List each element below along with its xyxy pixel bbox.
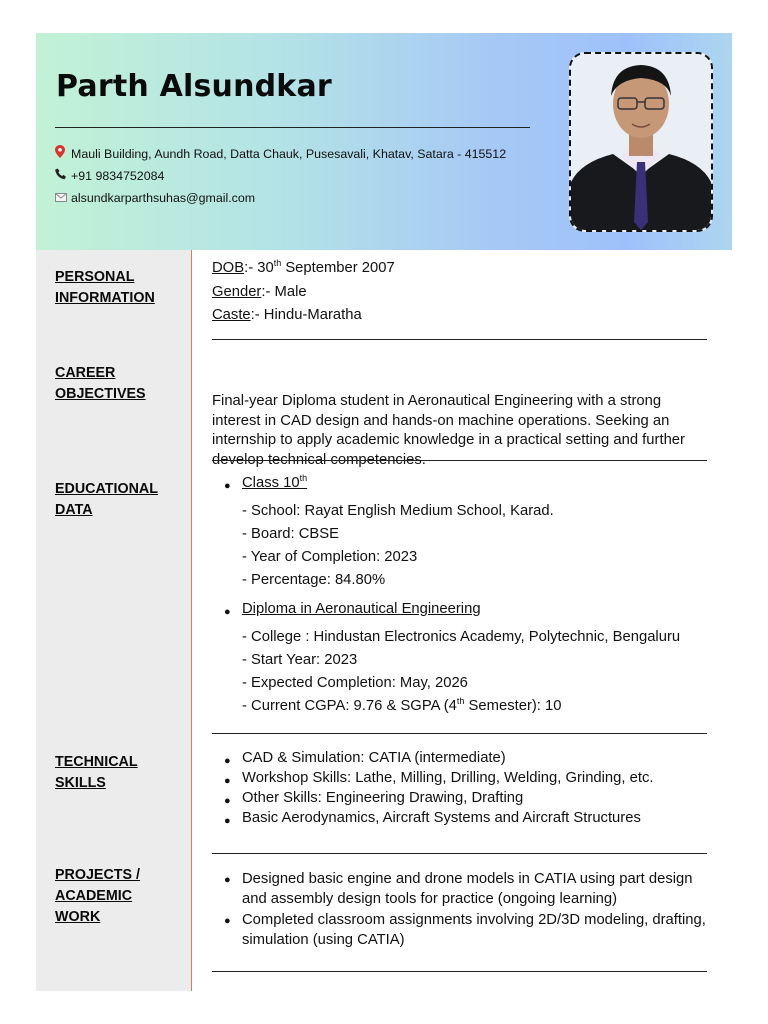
personal-information-heading: PERSONAL INFORMATION <box>55 269 155 306</box>
dob-row: DOB:- 30th September 2007 <box>212 258 395 276</box>
skill-item: Workshop Skills: Lathe, Milling, Drilling, Welding, Grinding, etc. <box>242 770 654 786</box>
class10-year: - Year of Completion: 2023 <box>242 549 418 565</box>
class10-percentage: - Percentage: 84.80% <box>242 572 386 588</box>
email-text: alsundkarparthsuhas@gmail.com <box>71 191 256 205</box>
name-underline <box>55 127 530 128</box>
envelope-icon <box>55 193 71 205</box>
resume-page <box>36 33 732 991</box>
bullet-icon: ● <box>224 480 231 492</box>
bullet-icon: ● <box>224 775 231 787</box>
section-sidebar <box>36 250 192 991</box>
section-divider <box>212 733 707 734</box>
section-divider <box>212 339 707 340</box>
phone-line <box>55 168 164 183</box>
career-objective-text: Final-year Diploma student in Aeronautical Engineering with a strong interest in CAD design and hands-on machine operations. Seeking an internship to apply academic knowledge in a practical setting and further develop technical competencies. <box>212 393 685 468</box>
caste-row: Caste:- Hindu-Maratha <box>212 307 362 323</box>
diploma-cgpa: - Current CGPA: 9.76 & SGPA (4th Semester): 10 <box>242 696 562 714</box>
candidate-name: Parth Alsundkar <box>56 69 332 104</box>
email-line <box>55 191 255 205</box>
technical-skills-heading: TECHNICAL SKILLS <box>55 754 138 791</box>
career-objectives-heading: CAREER OBJECTIVES <box>55 365 146 402</box>
address-line <box>55 145 506 161</box>
diploma-college: - College : Hindustan Electronics Academy, Polytechnic, Bengaluru <box>242 629 681 645</box>
project-item: Completed classroom assignments involving 2D/3D modeling, drafting, simulation (using CATIA) <box>242 912 706 948</box>
bullet-icon: ● <box>224 874 231 886</box>
bullet-icon: ● <box>224 815 231 827</box>
diploma-expected-completion: - Expected Completion: May, 2026 <box>242 675 468 691</box>
projects-heading: PROJECTS / ACADEMIC WORK <box>55 867 141 925</box>
location-pin-icon <box>55 145 71 161</box>
profile-photo <box>569 52 713 232</box>
bullet-icon: ● <box>224 795 231 807</box>
diploma-title: Diploma in Aeronautical Engineering <box>242 601 481 617</box>
diploma-start-year: - Start Year: 2023 <box>242 652 358 668</box>
bullet-icon: ● <box>224 915 231 927</box>
phone-icon <box>55 168 71 183</box>
class10-board: - Board: CBSE <box>242 526 340 542</box>
skill-item: Other Skills: Engineering Drawing, Drafting <box>242 790 524 806</box>
class10-title: Class 10th <box>242 473 308 491</box>
bullet-icon: ● <box>224 606 231 618</box>
class10-school: - School: Rayat English Medium School, Karad. <box>242 503 554 519</box>
section-divider <box>212 853 707 854</box>
section-divider <box>212 971 707 972</box>
gender-row: Gender:- Male <box>212 284 307 300</box>
project-item: Designed basic engine and drone models in CATIA using part design and assembly design tools for practice (ongoing learning) <box>242 871 693 907</box>
bullet-icon: ● <box>224 755 231 767</box>
address-text: Mauli Building, Aundh Road, Datta Chauk, Pusesavali, Khatav, Satara - 415512 <box>71 147 507 161</box>
phone-text: +91 9834752084 <box>71 169 165 183</box>
educational-data-heading: EDUCATIONAL DATA <box>55 481 158 518</box>
skill-item: CAD & Simulation: CATIA (intermediate) <box>242 750 506 766</box>
skill-item: Basic Aerodynamics, Aircraft Systems and Aircraft Structures <box>242 810 641 826</box>
header-banner <box>36 33 732 250</box>
section-divider <box>212 460 707 461</box>
